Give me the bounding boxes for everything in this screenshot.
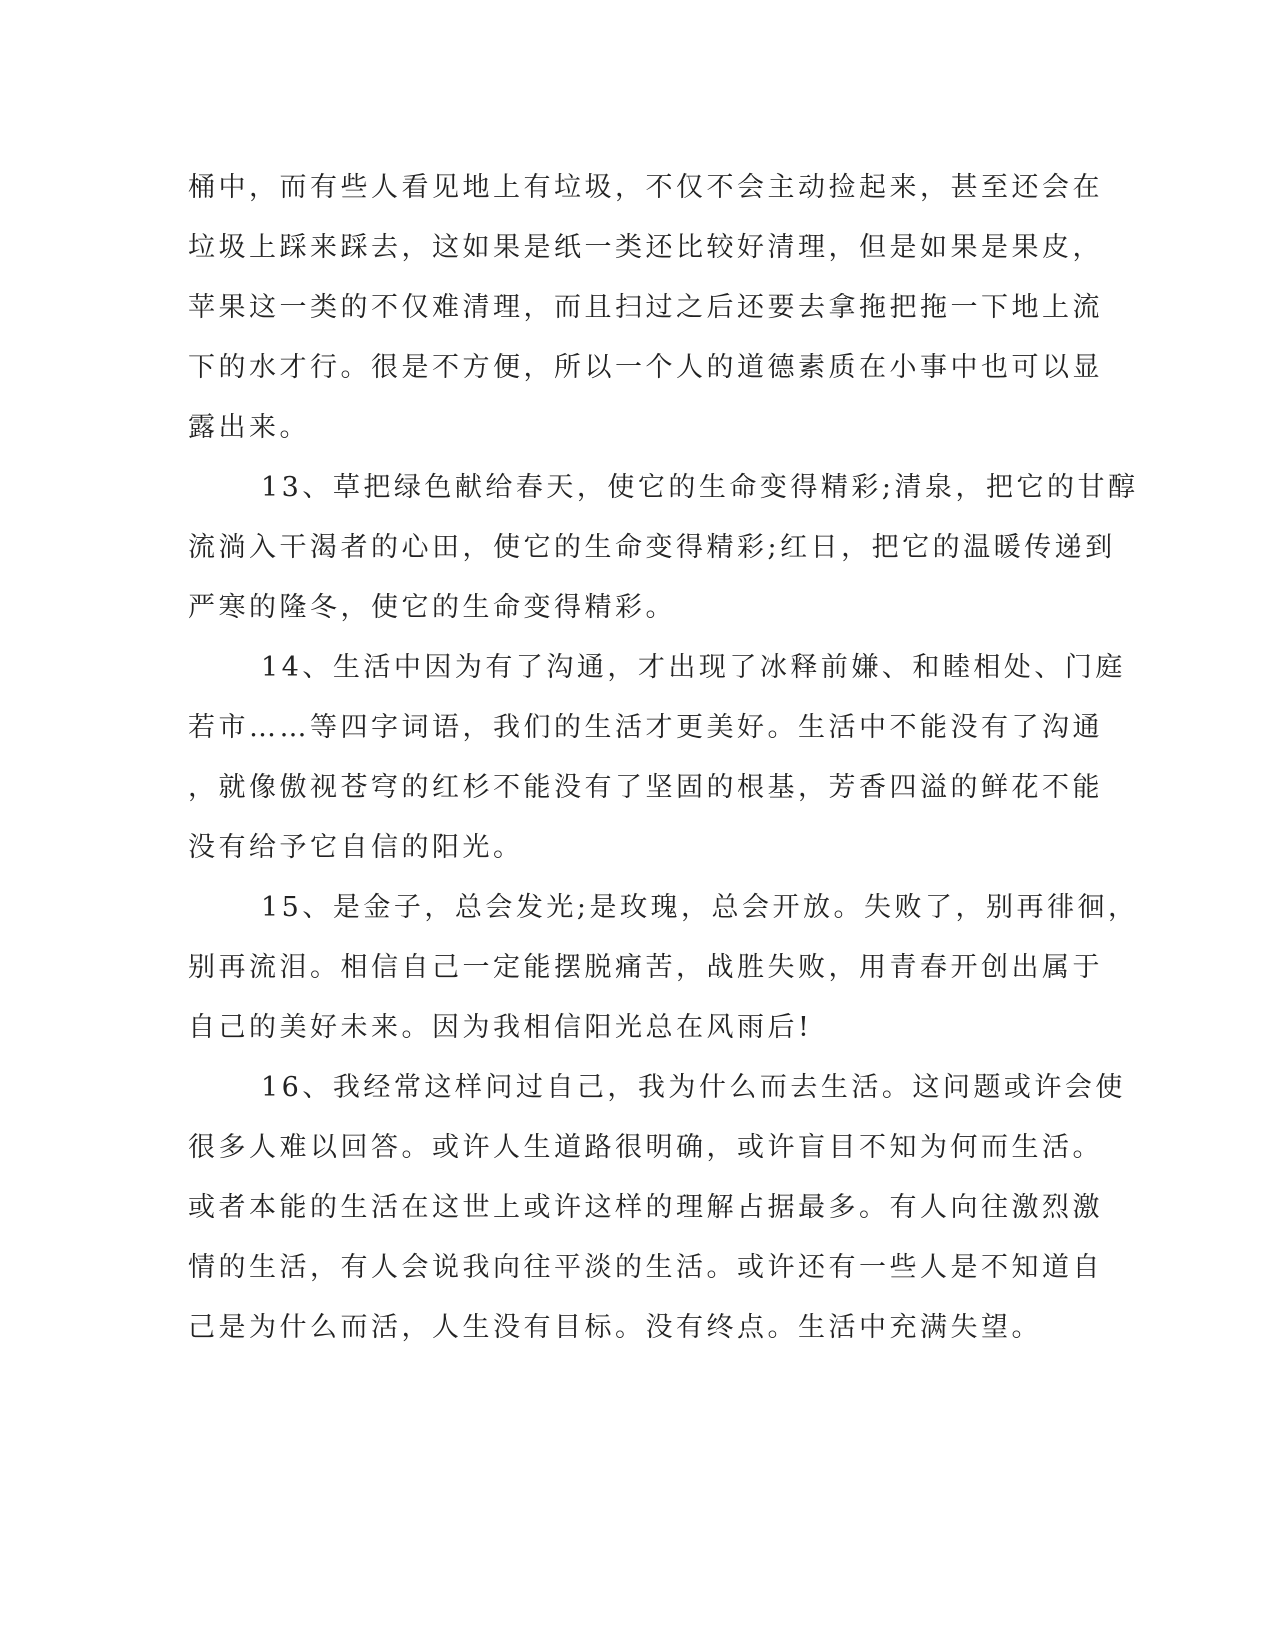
- text-line: 流淌入干渴者的心田，使它的生命变得精彩;红日，把它的温暖传递到: [188, 532, 1116, 563]
- text-line: 桶中，而有些人看见地上有垃圾，不仅不会主动捡起来，甚至还会在: [188, 172, 1103, 203]
- text-line: ，就像傲视苍穹的红杉不能没有了坚固的根基，芳香四溢的鲜花不能: [188, 772, 1103, 803]
- text-line: 垃圾上踩来踩去，这如果是纸一类还比较好清理，但是如果是果皮，: [188, 232, 1103, 263]
- paragraph-16-start: 16、我经常这样问过自己，我为什么而去生活。这问题或许会使: [261, 1072, 1126, 1103]
- text-line: 自己的美好未来。因为我相信阳光总在风雨后!: [188, 1012, 813, 1043]
- text-line: 己是为什么而活，人生没有目标。没有终点。生活中充满失望。: [188, 1312, 1042, 1343]
- paragraph-15-start: 15、是金子，总会发光;是玫瑰，总会开放。失败了，别再徘徊，: [261, 892, 1139, 923]
- text-line: 很多人难以回答。或许人生道路很明确，或许盲目不知为何而生活。: [188, 1132, 1103, 1163]
- text-line: 严寒的隆冬，使它的生命变得精彩。: [188, 592, 676, 623]
- text-line: 露出来。: [188, 412, 310, 443]
- paragraph-13-start: 13、草把绿色献给春天，使它的生命变得精彩;清泉，把它的甘醇: [261, 472, 1139, 503]
- text-line: 苹果这一类的不仅难清理，而且扫过之后还要去拿拖把拖一下地上流: [188, 292, 1103, 323]
- text-line: 情的生活，有人会说我向往平淡的生活。或许还有一些人是不知道自: [188, 1252, 1103, 1283]
- text-line: 若市……等四字词语，我们的生活才更美好。生活中不能没有了沟通: [188, 712, 1103, 743]
- text-line: 别再流泪。相信自己一定能摆脱痛苦，战胜失败，用青春开创出属于: [188, 952, 1103, 983]
- text-line: 没有给予它自信的阳光。: [188, 832, 524, 863]
- text-line: 或者本能的生活在这世上或许这样的理解占据最多。有人向往激烈激: [188, 1192, 1103, 1223]
- paragraph-14-start: 14、生活中因为有了沟通，才出现了冰释前嫌、和睦相处、门庭: [261, 652, 1126, 683]
- text-line: 下的水才行。很是不方便，所以一个人的道德素质在小事中也可以显: [188, 352, 1103, 383]
